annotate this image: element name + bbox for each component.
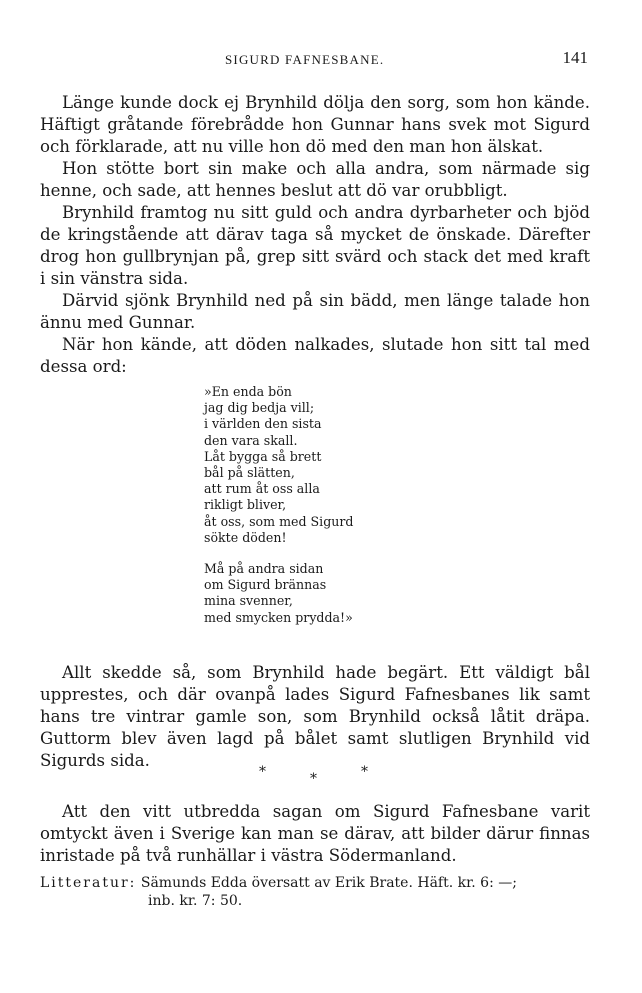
separator-star: * [259, 764, 266, 780]
running-title: SIGURD FAFNESBANE. [225, 52, 385, 67]
poem-line: om Sigurd brännas [204, 577, 327, 593]
separator-star: * [361, 764, 368, 780]
paragraph-1: Länge kunde dock ej Brynhild dölja den sorg, som hon kände. Häftigt gråtande förebrådde hon Gunnar hans svek mot Sigurd och förklarade, att nu ville hon dö med den man hon älskat. [40, 93, 590, 156]
poem-line: åt oss, som med Sigurd [204, 513, 354, 529]
page-number: 141 [562, 48, 588, 67]
poem [204, 384, 444, 641]
poem-line: jag dig bedja vill; [204, 400, 315, 416]
separator-star: * [310, 771, 317, 787]
poem-line: Låt bygga så brett [204, 448, 322, 464]
closing-paragraph: Allt skedde så, som Brynhild hade begärt. Ett väldigt bål upprestes, och där ovanpå lades Sigurd Fafnesbanes lik samt hans tre vintrar gamle son, som Brynhild också låtit dräpa. Guttorm blev även lagd på bålet samt slutligen Brynhild vid Sigurds sida. [40, 663, 590, 770]
poem-line: i världen den sista [204, 416, 322, 432]
poem-line: »En enda bön [204, 384, 292, 399]
closing-text [40, 662, 590, 772]
literature-label: Litteratur: [40, 875, 137, 891]
final-paragraph: Att den vitt utbredda sagan om Sigurd Fafnesbane varit omtyckt även i Sverige kan man se därav, att bilder därur finnas inristade på två runhällar i västra Södermanland. [40, 802, 590, 865]
literature-line-1: Sämunds Edda översatt av Erik Brate. Häft. kr. 6: —; [140, 875, 517, 891]
main-text [40, 92, 590, 378]
poem-line: mina svenner, [204, 593, 293, 609]
page-header [40, 48, 588, 72]
paragraph-4: Därvid sjönk Brynhild ned på sin bädd, men länge talade hon ännu med Gunnar. [40, 291, 590, 332]
paragraph-3: Brynhild framtog nu sitt guld och andra dyrbarheter och bjöd de kringstående att därav taga så mycket de önskade. Därefter drog hon gullbrynjan på, grep sitt svärd och stack det med kraft i sin vänstra sida. [40, 203, 590, 288]
poem-line: rikligt bliver, [204, 497, 287, 513]
poem-stanza-2 [204, 561, 444, 626]
section-separator [0, 762, 642, 787]
poem-stanza-1 [204, 384, 444, 546]
poem-line: den vara skall. [204, 432, 298, 448]
paragraph-5: När hon kände, att döden nalkades, slutade hon sitt tal med dessa ord: [40, 335, 590, 376]
final-text [40, 801, 590, 867]
literature-line-2: inb. kr. 7: 50. [148, 893, 243, 909]
poem-line: bål på slätten, [204, 465, 295, 481]
poem-line: sökte döden! [204, 529, 287, 545]
paragraph-2: Hon stötte bort sin make och alla andra, som närmade sig henne, och sade, att hennes beslut att dö var orubbligt. [40, 159, 590, 200]
poem-line: med smycken prydda!» [204, 609, 353, 625]
poem-line: Må på andra sidan [204, 561, 324, 577]
poem-line: att rum åt oss alla [204, 481, 320, 497]
literature-note [40, 874, 592, 910]
